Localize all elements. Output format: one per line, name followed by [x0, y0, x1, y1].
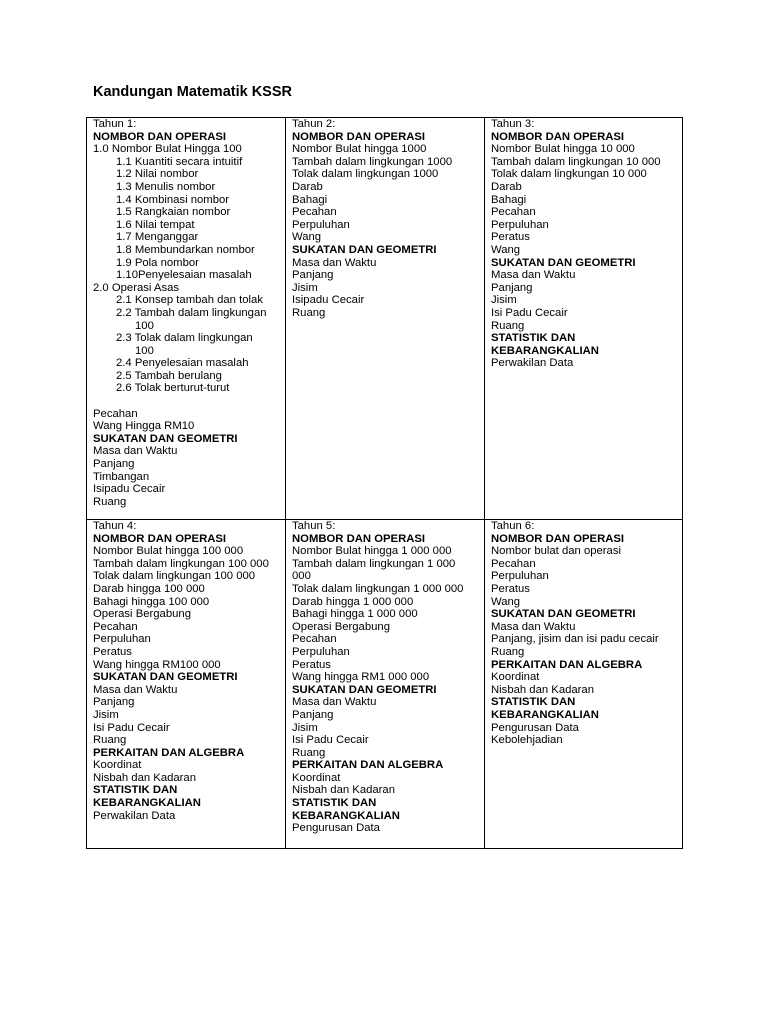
section-heading: STATISTIK DAN [491, 696, 576, 709]
sub-item: 1.8 Membundarkan nombor [116, 243, 255, 256]
cell-line: Panjang [93, 458, 135, 471]
year-label: Tahun 2: [292, 118, 336, 130]
cell-line: Ruang [292, 746, 326, 759]
cell-line: Perwakilan Data [93, 809, 176, 822]
cell-line: Pengurusan Data [292, 822, 380, 835]
cell-line: Perpuluhan [292, 218, 350, 231]
sub-item: 1.3 Menulis nombor [116, 180, 216, 193]
cell-line: Ruang [491, 645, 525, 658]
cell-line: Pengurusan Data [491, 721, 579, 734]
cell-line: Bahagi hingga 100 000 [93, 595, 210, 608]
cell-line: Tambah dalam lingkungan 10 000 [491, 155, 661, 168]
section-heading: SUKATAN DAN GEOMETRI [93, 671, 238, 684]
sub-item: 1.4 Kombinasi nombor [116, 193, 230, 206]
cell-line: Ruang [93, 495, 127, 508]
cell-line: Masa dan Waktu [292, 256, 377, 269]
cell-line: Isi Padu Cecair [93, 721, 170, 734]
section-heading: STATISTIK DAN [292, 797, 377, 810]
cell-line: Operasi Bergabung [292, 620, 390, 633]
cell-line: Wang hingga RM100 000 [93, 658, 221, 671]
cell-line: Ruang [93, 734, 127, 747]
cell-line: Koordinat [93, 759, 142, 772]
cell-line: Jisim [491, 294, 517, 307]
cell-line: Isi Padu Cecair [292, 734, 369, 747]
cell-line: Jisim [292, 721, 318, 734]
cell-line: Tolak dalam lingkungan 100 000 [93, 570, 256, 583]
section-heading: SUKATAN DAN GEOMETRI [491, 608, 636, 621]
cell-line: Nombor Bulat hingga 1 000 000 [292, 545, 452, 558]
cell-line: Tolak dalam lingkungan 10 000 [491, 168, 647, 181]
section-heading: KEBARANGKALIAN [93, 797, 201, 810]
cell-line: Panjang, jisim dan isi padu cecair [491, 633, 659, 646]
section-heading: SUKATAN DAN GEOMETRI [491, 256, 636, 269]
cell-line: Bahagi [491, 193, 527, 206]
cell-line: Tolak dalam lingkungan 1000 [292, 168, 439, 181]
cell-line: Koordinat [491, 671, 540, 684]
cell-line: Nombor Bulat hingga 10 000 [491, 143, 635, 156]
sub-item-continuation: 100 [135, 319, 154, 332]
cell-line: Peratus [292, 658, 331, 671]
cell-line: Darab hingga 100 000 [93, 582, 205, 595]
sub-item: 2.6 Tolak berturut-turut [116, 382, 230, 395]
cell-line: Peratus [93, 645, 132, 658]
cell-line: Pecahan [292, 633, 337, 646]
section-heading: NOMBOR DAN OPERASI [491, 130, 625, 143]
cell-line: Isi Padu Cecair [491, 306, 568, 319]
cell-line: Jisim [292, 281, 318, 294]
cell-line: 000 [292, 570, 311, 583]
table-cell-tahun-3 [485, 118, 683, 520]
cell-line: Koordinat [292, 771, 341, 784]
page-title: Kandungan Matematik KSSR [93, 84, 292, 100]
cell-line: 2.0 Operasi Asas [93, 281, 180, 294]
cell-line: Masa dan Waktu [93, 445, 178, 458]
cell-line: Nombor bulat dan operasi [491, 545, 621, 558]
table-cell-tahun-2 [286, 118, 485, 520]
cell-line: Tolak dalam lingkungan 1 000 000 [292, 582, 464, 595]
cell-line: Wang [491, 595, 521, 608]
sub-item: 1.2 Nilai nombor [116, 168, 199, 181]
sub-item: 2.5 Tambah berulang [116, 369, 222, 382]
cell-line: Timbangan [93, 470, 150, 483]
section-heading: PERKAITAN DAN ALGEBRA [491, 658, 643, 671]
section-heading: KEBARANGKALIAN [491, 344, 599, 357]
year-label: Tahun 1: [93, 118, 137, 130]
cell-line: Perpuluhan [93, 633, 151, 646]
cell-line: Bahagi hingga 1 000 000 [292, 608, 418, 621]
table-row [87, 118, 683, 520]
cell-line: Nombor Bulat hingga 1000 [292, 143, 427, 156]
cell-line: Darab [491, 180, 522, 193]
cell-line: Pecahan [292, 206, 337, 219]
cell-line: Wang Hingga RM10 [93, 420, 195, 433]
cell-line: Masa dan Waktu [292, 696, 377, 709]
table-cell-tahun-1 [87, 118, 286, 520]
cell-line: Perpuluhan [491, 570, 549, 583]
cell-line: Peratus [491, 582, 530, 595]
cell-line: Masa dan Waktu [93, 683, 178, 696]
cell-line: Nisbah dan Kadaran [93, 771, 197, 784]
section-heading: SUKATAN DAN GEOMETRI [292, 683, 437, 696]
sub-item: 1.6 Nilai tempat [116, 218, 195, 231]
section-heading: NOMBOR DAN OPERASI [93, 532, 227, 545]
sub-item: 1.1 Kuantiti secara intuitif [116, 155, 243, 168]
cell-line: Jisim [93, 708, 119, 721]
cell-line: Isipadu Cecair [93, 483, 166, 496]
cell-line: Panjang [292, 269, 334, 282]
cell-line: Panjang [491, 281, 533, 294]
cell-line: Ruang [292, 306, 326, 319]
table-cell-tahun-4 [87, 520, 286, 849]
cell-line: Kebolehjadian [491, 734, 563, 747]
sub-item: 2.3 Tolak dalam lingkungan [116, 332, 253, 345]
sub-item: 2.4 Penyelesaian masalah [116, 357, 249, 370]
blank-line [93, 395, 285, 408]
cell-line: Nisbah dan Kadaran [491, 683, 595, 696]
cell-line: Wang [292, 231, 322, 244]
cell-line: Tambah dalam lingkungan 100 000 [93, 557, 269, 570]
cell-line: Pecahan [491, 206, 536, 219]
section-heading: NOMBOR DAN OPERASI [491, 532, 625, 545]
cell-line: Operasi Bergabung [93, 608, 191, 621]
cell-line: Tambah dalam lingkungan 1 000 [292, 557, 456, 570]
section-heading: KEBARANGKALIAN [292, 809, 400, 822]
table-cell-tahun-6 [485, 520, 683, 849]
section-heading: NOMBOR DAN OPERASI [93, 130, 227, 143]
cell-line: Nisbah dan Kadaran [292, 784, 396, 797]
sub-item: 1.5 Rangkaian nombor [116, 206, 231, 219]
cell-line: Panjang [292, 708, 334, 721]
cell-line: Pecahan [93, 620, 138, 633]
cell-line: Perpuluhan [292, 645, 350, 658]
year-label: Tahun 4: [93, 520, 137, 532]
cell-line: Nombor Bulat hingga 100 000 [93, 545, 244, 558]
cell-line: Wang [491, 243, 521, 256]
cell-line: Panjang [93, 696, 135, 709]
cell-line: Peratus [491, 231, 530, 244]
sub-item: 1.9 Pola nombor [116, 256, 199, 269]
sub-item: 2.1 Konsep tambah dan tolak [116, 294, 263, 307]
section-heading: NOMBOR DAN OPERASI [292, 130, 426, 143]
section-heading: STATISTIK DAN [491, 332, 576, 345]
cell-line: Bahagi [292, 193, 328, 206]
section-heading: NOMBOR DAN OPERASI [292, 532, 426, 545]
section-heading: SUKATAN DAN GEOMETRI [93, 432, 238, 445]
table-row [87, 520, 683, 849]
year-label: Tahun 5: [292, 520, 336, 532]
cell-line: Ruang [491, 319, 525, 332]
cell-line: Pecahan [93, 407, 138, 420]
cell-line: Darab [292, 180, 323, 193]
sub-item-continuation: 100 [135, 344, 154, 357]
cell-line: Masa dan Waktu [491, 620, 576, 633]
syllabus-table [86, 117, 683, 849]
section-heading: PERKAITAN DAN ALGEBRA [292, 759, 444, 772]
year-label: Tahun 6: [491, 520, 535, 532]
cell-line: Isipadu Cecair [292, 294, 365, 307]
cell-line: Perwakilan Data [491, 357, 574, 370]
section-heading: SUKATAN DAN GEOMETRI [292, 243, 437, 256]
cell-line: Masa dan Waktu [491, 269, 576, 282]
section-heading: PERKAITAN DAN ALGEBRA [93, 746, 245, 759]
cell-line: Wang hingga RM1 000 000 [292, 671, 430, 684]
section-heading: STATISTIK DAN [93, 784, 178, 797]
cell-line: Perpuluhan [491, 218, 549, 231]
section-heading: KEBARANGKALIAN [491, 708, 599, 721]
table-cell-tahun-5 [286, 520, 485, 849]
sub-item: 1.7 Menganggar [116, 231, 199, 244]
year-label: Tahun 3: [491, 118, 535, 130]
cell-line: 1.0 Nombor Bulat Hingga 100 [93, 143, 242, 156]
sub-item: 1.10Penyelesaian masalah [116, 269, 252, 282]
cell-line: Darab hingga 1 000 000 [292, 595, 414, 608]
cell-line: Tambah dalam lingkungan 1000 [292, 155, 453, 168]
cell-line: Pecahan [491, 557, 536, 570]
sub-item: 2.2 Tambah dalam lingkungan [116, 306, 267, 319]
